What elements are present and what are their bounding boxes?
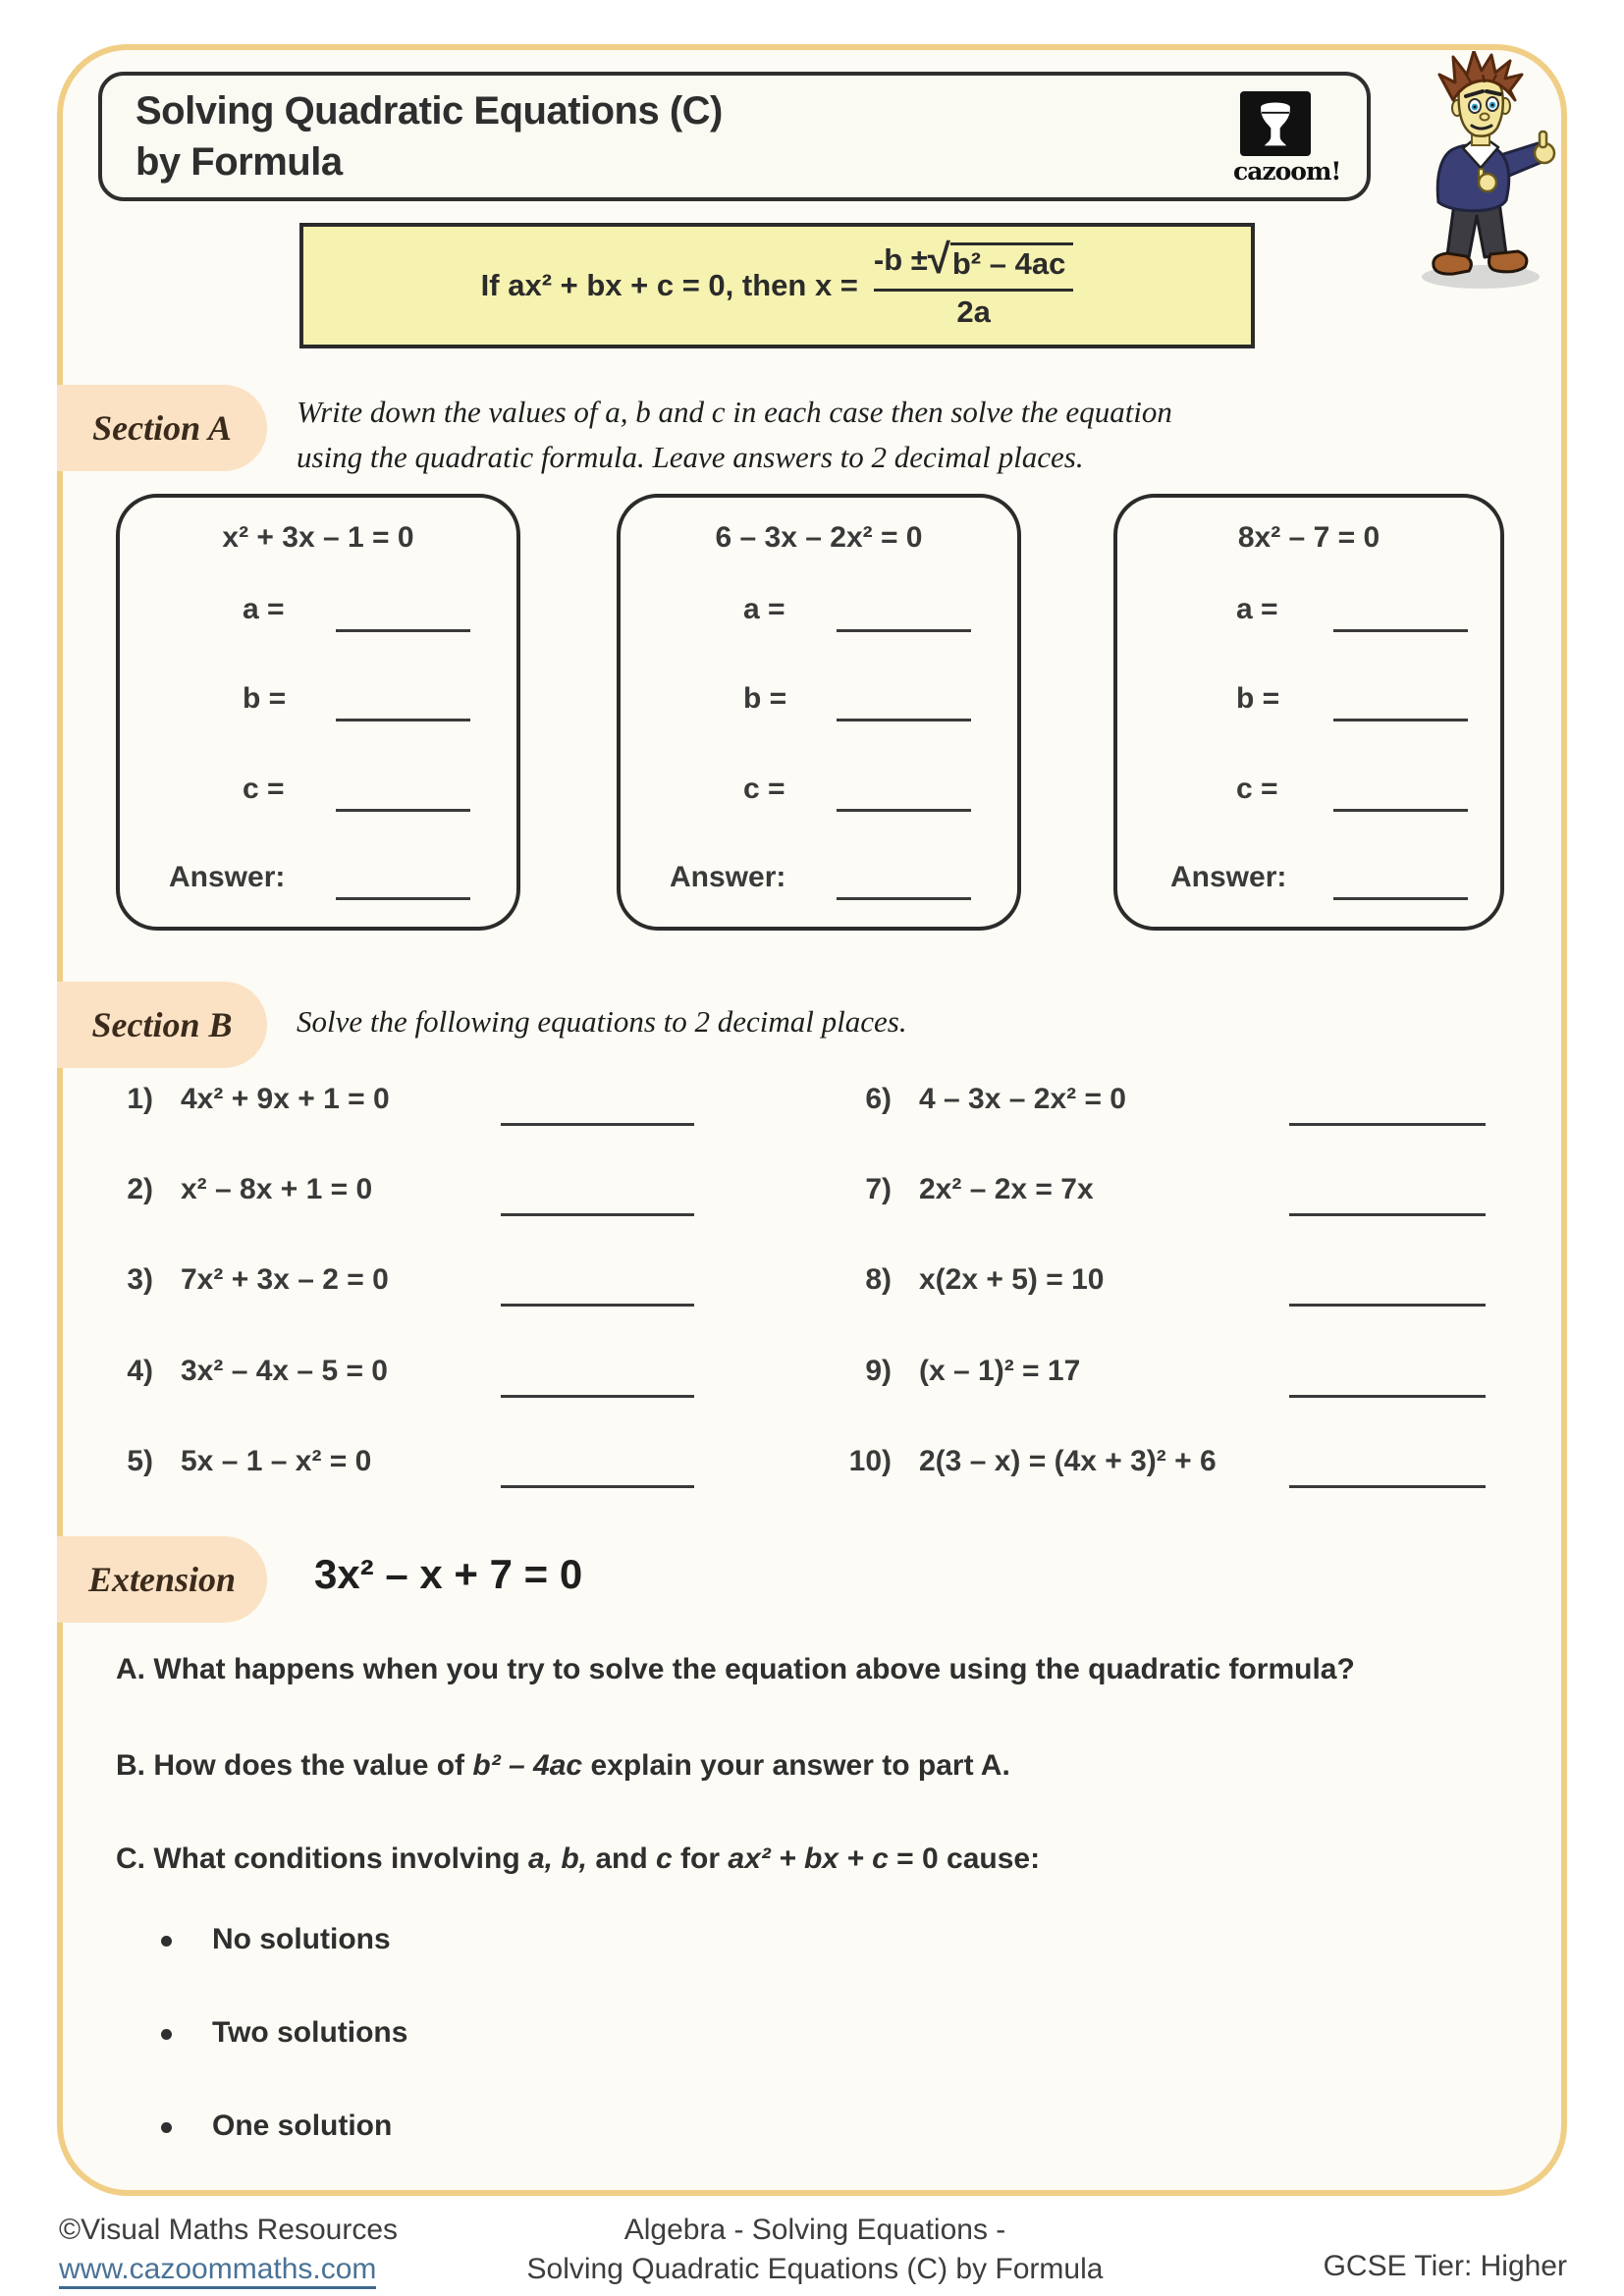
footer-worksheet-name: Solving Quadratic Equations (C) by Formula (526, 2253, 1104, 2285)
answer-line (501, 1304, 694, 1307)
question-equation: 3x² – 4x – 5 = 0 (181, 1355, 388, 1387)
question-c-math1: a, b, (528, 1842, 588, 1875)
footer-center (324, 2211, 1306, 2289)
question-c-text4: = 0 cause: (888, 1842, 1041, 1875)
answer-blank-a (1333, 629, 1468, 632)
field-label-a: a = (743, 593, 785, 625)
answer-blank-c (336, 809, 470, 812)
extension-question-a: A. What happens when you try to solve the equation above using the quadratic formula? (116, 1653, 1355, 1685)
bullet-icon (161, 2029, 172, 2040)
question-equation: 7x² + 3x – 2 = 0 (181, 1263, 389, 1296)
field-label-a: a = (243, 593, 285, 625)
extension-label: Extension (57, 1536, 267, 1623)
drum-icon (1240, 91, 1311, 156)
answer-line (501, 1213, 694, 1216)
question-b-math: b² – 4ac (472, 1749, 583, 1782)
answer-blank-a (336, 629, 470, 632)
problem-equation: 6 – 3x – 2x² = 0 (715, 521, 923, 554)
quadratic-formula-box (299, 223, 1255, 348)
logo-wordmark: cazoom! (1233, 157, 1341, 186)
question-equation: 2(3 – x) = (4x + 3)² + 6 (919, 1445, 1217, 1477)
problem-box-2 (617, 494, 1021, 931)
answer-line (1289, 1123, 1486, 1126)
fraction-bar (874, 289, 1073, 292)
bullet-item: Two solutions (212, 2016, 408, 2049)
title-box (98, 72, 1371, 201)
formula-prefix: If ax² + bx + c = 0, then x = (480, 268, 858, 302)
section-a-instructions-line2: using the quadratic formula. Leave answers to 2 decimal places. (297, 440, 1084, 474)
extension-equation: 3x² – x + 7 = 0 (314, 1551, 583, 1597)
answer-line (1289, 1304, 1486, 1307)
field-label-b: b = (1236, 682, 1280, 715)
question-number: 3) (127, 1263, 153, 1296)
answer-blank-b (837, 719, 971, 721)
question-number: 9) (865, 1355, 892, 1387)
problem-box-1 (116, 494, 520, 931)
website-link[interactable]: www.cazoommaths.com (59, 2253, 376, 2289)
question-equation: x² – 8x + 1 = 0 (181, 1173, 373, 1205)
footer-tier: GCSE Tier: Higher (1323, 2250, 1567, 2282)
copyright-text: ©Visual Maths Resources (59, 2214, 399, 2246)
formula-radicand: b² – 4ac (950, 242, 1073, 282)
extension-question-c (116, 1842, 1040, 1876)
answer-line (501, 1395, 694, 1398)
formula-numerator (873, 235, 1073, 284)
formula-denominator: 2a (956, 294, 991, 329)
answer-line (501, 1485, 694, 1488)
question-equation: (x – 1)² = 17 (919, 1355, 1081, 1387)
section-b-label: Section B (57, 982, 267, 1068)
section-b-instructions: Solve the following equations to 2 decimal places. (297, 1004, 907, 1039)
answer-blank-a (837, 629, 971, 632)
cazoom-logo (1233, 91, 1341, 186)
question-number: 8) (865, 1263, 892, 1296)
field-label-b: b = (243, 682, 287, 715)
question-equation: 5x – 1 – x² = 0 (181, 1445, 372, 1477)
question-number: 4) (127, 1355, 153, 1387)
student-character-illustration (1394, 51, 1566, 294)
question-equation: 4x² + 9x + 1 = 0 (181, 1083, 390, 1115)
answer-blank-c (837, 809, 971, 812)
question-c-text2: and (587, 1842, 657, 1875)
page-title: Solving Quadratic Equations (C) (135, 89, 723, 133)
question-number: 10) (848, 1445, 892, 1477)
question-c-math3: ax² + bx + c (728, 1842, 889, 1875)
section-a-instructions (297, 390, 1172, 480)
field-label-b: b = (743, 682, 787, 715)
field-label-a: a = (1236, 593, 1278, 625)
question-equation: 2x² – 2x = 7x (919, 1173, 1094, 1205)
answer-line (1289, 1485, 1486, 1488)
question-number: 5) (127, 1445, 153, 1477)
question-c-text3: for (672, 1842, 729, 1875)
square-root-icon: √ (927, 235, 950, 282)
bullet-icon (161, 1936, 172, 1947)
question-number: 7) (865, 1173, 892, 1205)
question-c-math2: c (656, 1842, 673, 1875)
question-equation: 4 – 3x – 2x² = 0 (919, 1083, 1126, 1115)
answer-line (501, 1123, 694, 1126)
bullet-item: One solution (212, 2109, 393, 2142)
answer-blank-final (837, 897, 971, 900)
question-b-text: B. How does the value of (116, 1749, 473, 1782)
answer-blank-b (336, 719, 470, 721)
answer-line (1289, 1395, 1486, 1398)
field-label-c: c = (1236, 773, 1278, 805)
answer-line (1289, 1213, 1486, 1216)
question-b-text2: explain your answer to part A. (582, 1749, 1010, 1782)
answer-label: Answer: (670, 861, 786, 893)
field-label-c: c = (743, 773, 785, 805)
problem-box-3 (1113, 494, 1504, 931)
problem-equation: 8x² – 7 = 0 (1237, 521, 1380, 554)
question-equation: x(2x + 5) = 10 (919, 1263, 1105, 1296)
formula-fraction (873, 235, 1073, 330)
question-number: 2) (127, 1173, 153, 1205)
question-c-text: C. What conditions involving (116, 1842, 528, 1875)
section-a-label: Section A (57, 385, 267, 471)
problem-equation: x² + 3x – 1 = 0 (222, 521, 414, 554)
section-a-instructions-line1: Write down the values of a, b and c in each case then solve the equation (297, 395, 1172, 429)
bullet-icon (161, 2122, 172, 2133)
formula-numerator-prefix: -b ± (873, 241, 928, 277)
footer-category: Algebra - Solving Equations - (623, 2214, 1006, 2246)
extension-question-b (116, 1749, 1010, 1783)
answer-blank-c (1333, 809, 1468, 812)
field-label-c: c = (243, 773, 285, 805)
bullet-item: No solutions (212, 1923, 391, 1955)
answer-blank-final (1333, 897, 1468, 900)
answer-label: Answer: (1170, 861, 1287, 893)
question-number: 1) (127, 1083, 153, 1115)
question-number: 6) (865, 1083, 892, 1115)
answer-blank-final (336, 897, 470, 900)
page-title-line2: by Formula (135, 140, 343, 184)
answer-blank-b (1333, 719, 1468, 721)
answer-label: Answer: (169, 861, 286, 893)
